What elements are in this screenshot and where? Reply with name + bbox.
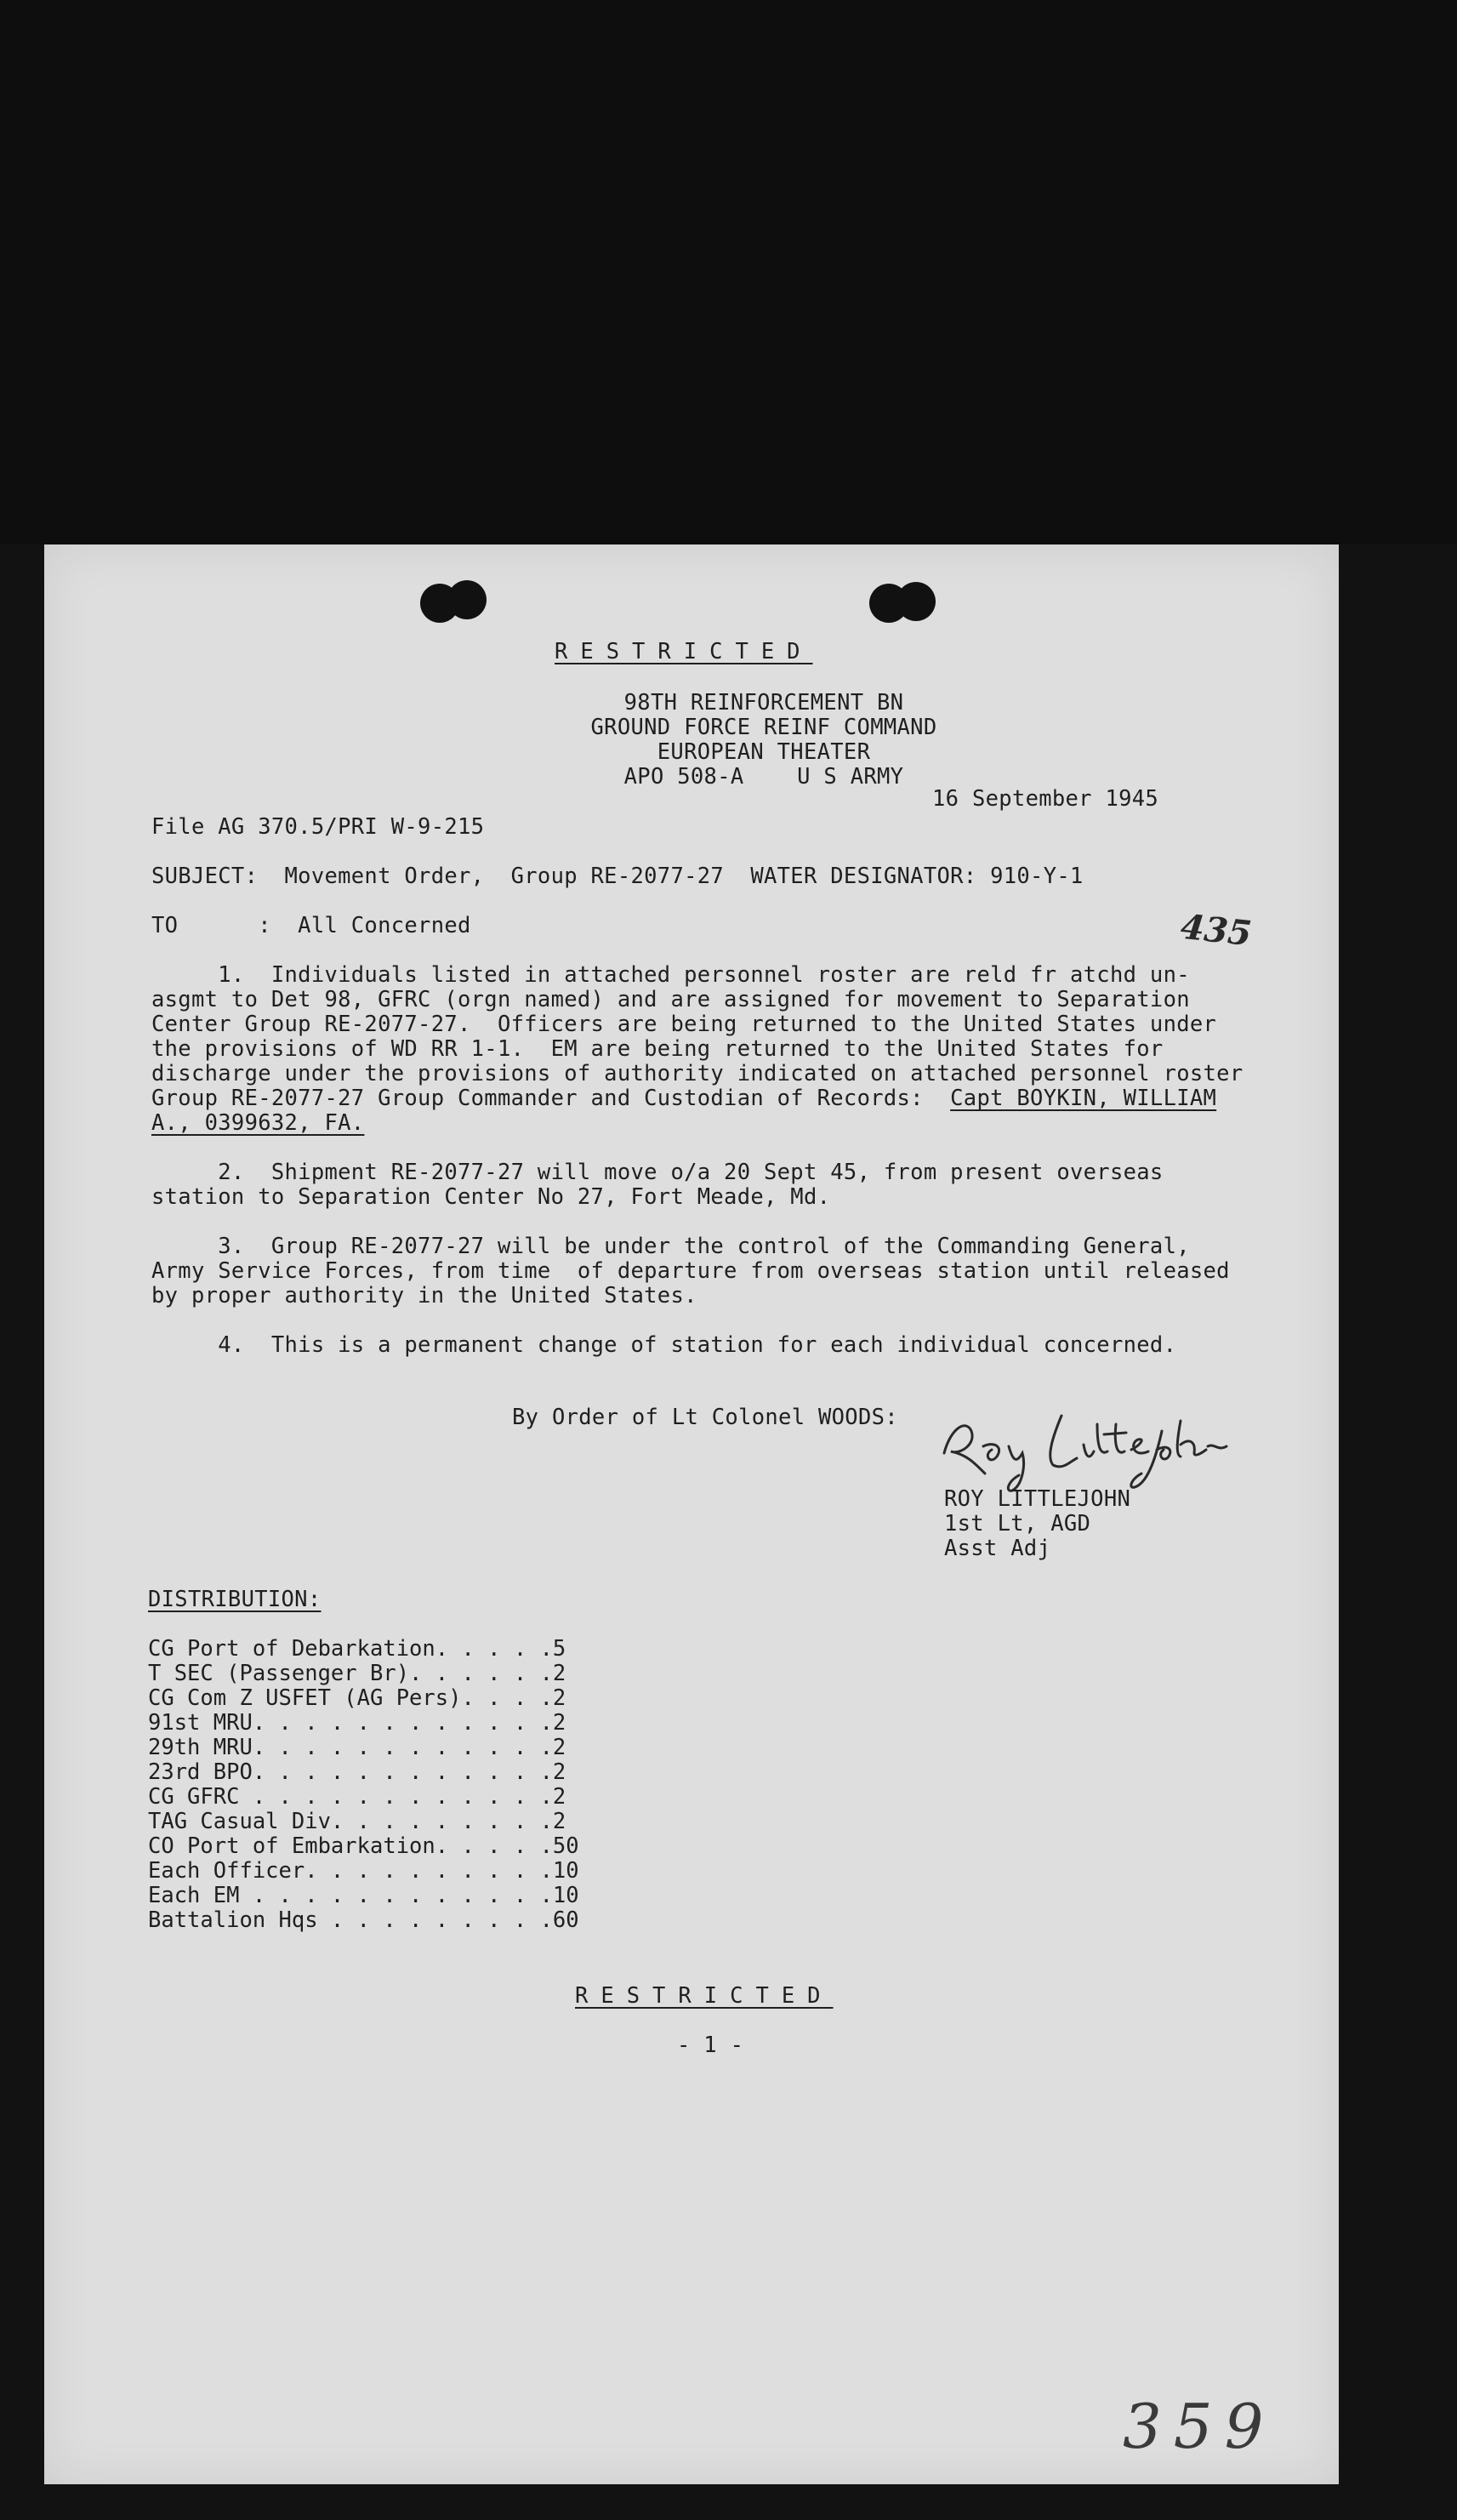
- to-line: TO : All Concerned: [151, 913, 471, 938]
- document-page: [44, 544, 1339, 2484]
- custodian-name: Capt BOYKIN, WILLIAM: [950, 1086, 1217, 1111]
- classification-header: RESTRICTED: [555, 639, 813, 664]
- file-reference: File AG 370.5/PRI W-9-215: [151, 814, 485, 840]
- distribution-row: CO Port of Embarkation. . . . .50: [148, 1833, 579, 1859]
- paragraph-3-line-1: 3. Group RE-2077-27 will be under the control of the Commanding General,: [151, 1234, 1190, 1259]
- signer-title: Asst Adj: [944, 1536, 1051, 1561]
- subject-line: SUBJECT: Movement Order, Group RE-2077-27 WATER DESIGNATOR: 910-Y-1: [151, 864, 1084, 889]
- paragraph-1-line-1: 1. Individuals listed in attached personnel roster are reld fr atchd un-: [151, 962, 1190, 988]
- unit-line-2: GROUND FORCE REINF COMMAND: [590, 715, 937, 740]
- punch-hole-left-b: [447, 580, 487, 619]
- signer-name: ROY LITTLEJOHN: [944, 1486, 1131, 1512]
- handwritten-page-number: 359: [1123, 2391, 1276, 2462]
- distribution-heading: DISTRIBUTION:: [148, 1587, 322, 1612]
- paragraph-2-line-1: 2. Shipment RE-2077-27 will move o/a 20 Sept 45, from present overseas: [151, 1160, 1164, 1185]
- stamp-number: 435: [1178, 906, 1254, 955]
- distribution-row: 29th MRU. . . . . . . . . . . .2: [148, 1735, 566, 1760]
- paragraph-3-line-3: by proper authority in the United States.: [151, 1283, 697, 1308]
- punch-hole-right-b: [896, 582, 936, 621]
- paragraph-1-line-5: discharge under the provisions of authority indicated on attached personnel roster: [151, 1061, 1244, 1086]
- dark-background-top: [0, 0, 1457, 544]
- paragraph-1-line-7: A., 0399632, FA.: [151, 1110, 365, 1136]
- distribution-row: CG GFRC . . . . . . . . . . . .2: [148, 1784, 566, 1810]
- page-number: - 1 -: [677, 2033, 744, 2058]
- distribution-row: CG Port of Debarkation. . . . .5: [148, 1636, 566, 1662]
- paragraph-3-line-2: Army Service Forces, from time of departure from overseas station until released: [151, 1258, 1230, 1284]
- document-date: 16 September 1945: [932, 786, 1159, 812]
- paragraph-1-line-3: Center Group RE-2077-27. Officers are being returned to the United States under: [151, 1012, 1217, 1037]
- distribution-row: TAG Casual Div. . . . . . . . .2: [148, 1809, 566, 1834]
- handwritten-signature: [934, 1402, 1291, 1496]
- paragraph-2-line-2: station to Separation Center No 27, Fort Meade, Md.: [151, 1184, 831, 1210]
- unit-line-3: EUROPEAN THEATER: [657, 739, 871, 765]
- distribution-row: 23rd BPO. . . . . . . . . . . .2: [148, 1759, 566, 1785]
- classification-footer: RESTRICTED: [575, 1983, 834, 2009]
- paragraph-4-line-1: 4. This is a permanent change of station for each individual concerned.: [151, 1332, 1177, 1358]
- paragraph-1-line-4: the provisions of WD RR 1-1. EM are being returned to the United States for: [151, 1036, 1164, 1062]
- distribution-row: Each EM . . . . . . . . . . . .10: [148, 1883, 579, 1908]
- signer-rank: 1st Lt, AGD: [944, 1511, 1091, 1537]
- paragraph-1-line-6: [151, 1086, 1216, 1111]
- paragraph-1-line-2: asgmt to Det 98, GFRC (orgn named) and are assigned for movement to Separation: [151, 987, 1190, 1012]
- distribution-row: Each Officer. . . . . . . . . .10: [148, 1858, 579, 1884]
- by-order-line: By Order of Lt Colonel WOODS:: [512, 1405, 898, 1430]
- distribution-row: 91st MRU. . . . . . . . . . . .2: [148, 1710, 566, 1736]
- unit-line-1: 98TH REINFORCEMENT BN: [623, 690, 904, 716]
- unit-line-4: APO 508-A U S ARMY: [623, 764, 904, 790]
- distribution-row: Battalion Hqs . . . . . . . . .60: [148, 1907, 579, 1933]
- distribution-row: T SEC (Passenger Br). . . . . .2: [148, 1661, 566, 1686]
- custodian-label: Group RE-2077-27 Group Commander and Custodian of Records:: [151, 1086, 951, 1111]
- distribution-row: CG Com Z USFET (AG Pers). . . .2: [148, 1685, 566, 1711]
